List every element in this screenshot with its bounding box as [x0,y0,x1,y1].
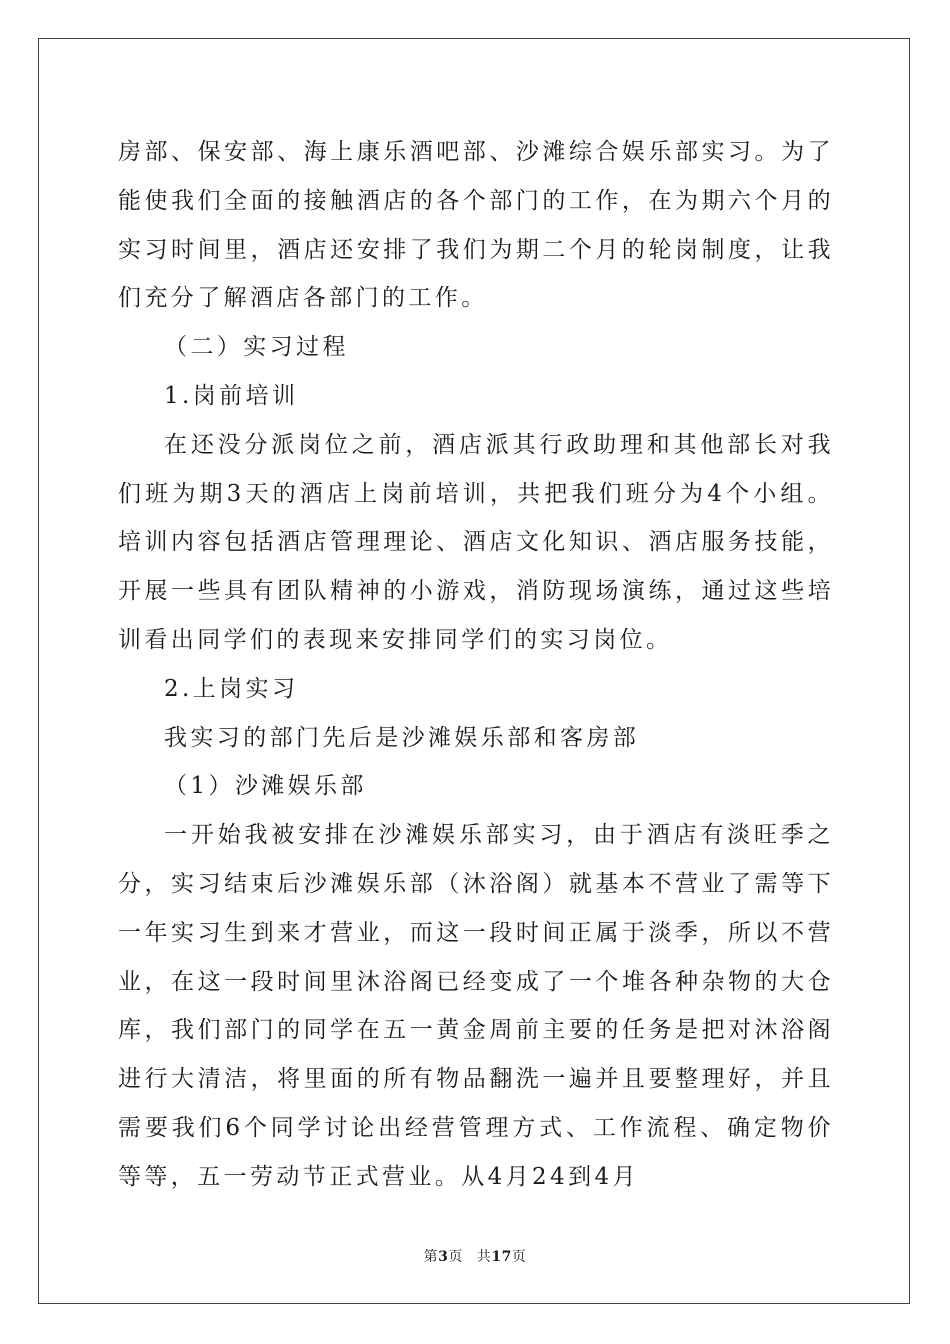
paragraph: 一开始我被安排在沙滩娱乐部实习，由于酒店有淡旺季之分，实习结束后沙滩娱乐部（沐浴阁）就基本不营业了需等下一年实习生到来才营业，而这一段时间正属于淡季，所以不营业，在这一段时间里沐浴阁已经变成了一个堆各种杂物的大仓库，我们部门的同学在五一黄金周前主要的任务是把对沐浴阁进行大清洁，将里面的所有物品翻洗一遍并且要整理好，并且需要我们6个同学讨论出经营管理方式、工作流程、确定物价等等，五一劳动节正式营业。从4月24到4月 [118,822,834,1190]
paragraph: 我实习的部门先后是沙滩娱乐部和客房部 [164,724,640,751]
page-number: 3 [438,1249,449,1265]
page-prefix: 第 [423,1249,439,1265]
total-suffix: 页 [511,1249,527,1265]
subsection-heading: （1）沙滩娱乐部 [164,773,367,800]
subsection-heading: 1.岗前培训 [164,382,299,409]
paragraph: 在还没分派岗位之前，酒店派其行政助理和其他部长对我们班为期3天的酒店上岗前培训，共把我们班分为4个小组。培训内容包括酒店管理理论、酒店文化知识、酒店服务技能，开展一些具有团队精神的小游戏，消防现场演练，通过这些培训看出同学们的表现来安排同学们的实习岗位。 [118,431,834,653]
total-prefix: 共 [476,1249,492,1265]
total-pages: 17 [491,1249,512,1265]
document-body [118,128,834,1202]
subsection-heading: 2.上岗实习 [164,675,299,702]
page-footer [0,1246,950,1266]
section-heading: （二）实习过程 [164,334,349,361]
page-suffix: 页 [448,1249,463,1265]
paragraph: 房部、保安部、海上康乐酒吧部、沙滩综合娱乐部实习。为了能使我们全面的接触酒店的各个部门的工作，在为期六个月的实习时间里，酒店还安排了我们为期二个月的轮岗制度，让我们充分了解酒店各部门的工作。 [118,139,834,312]
